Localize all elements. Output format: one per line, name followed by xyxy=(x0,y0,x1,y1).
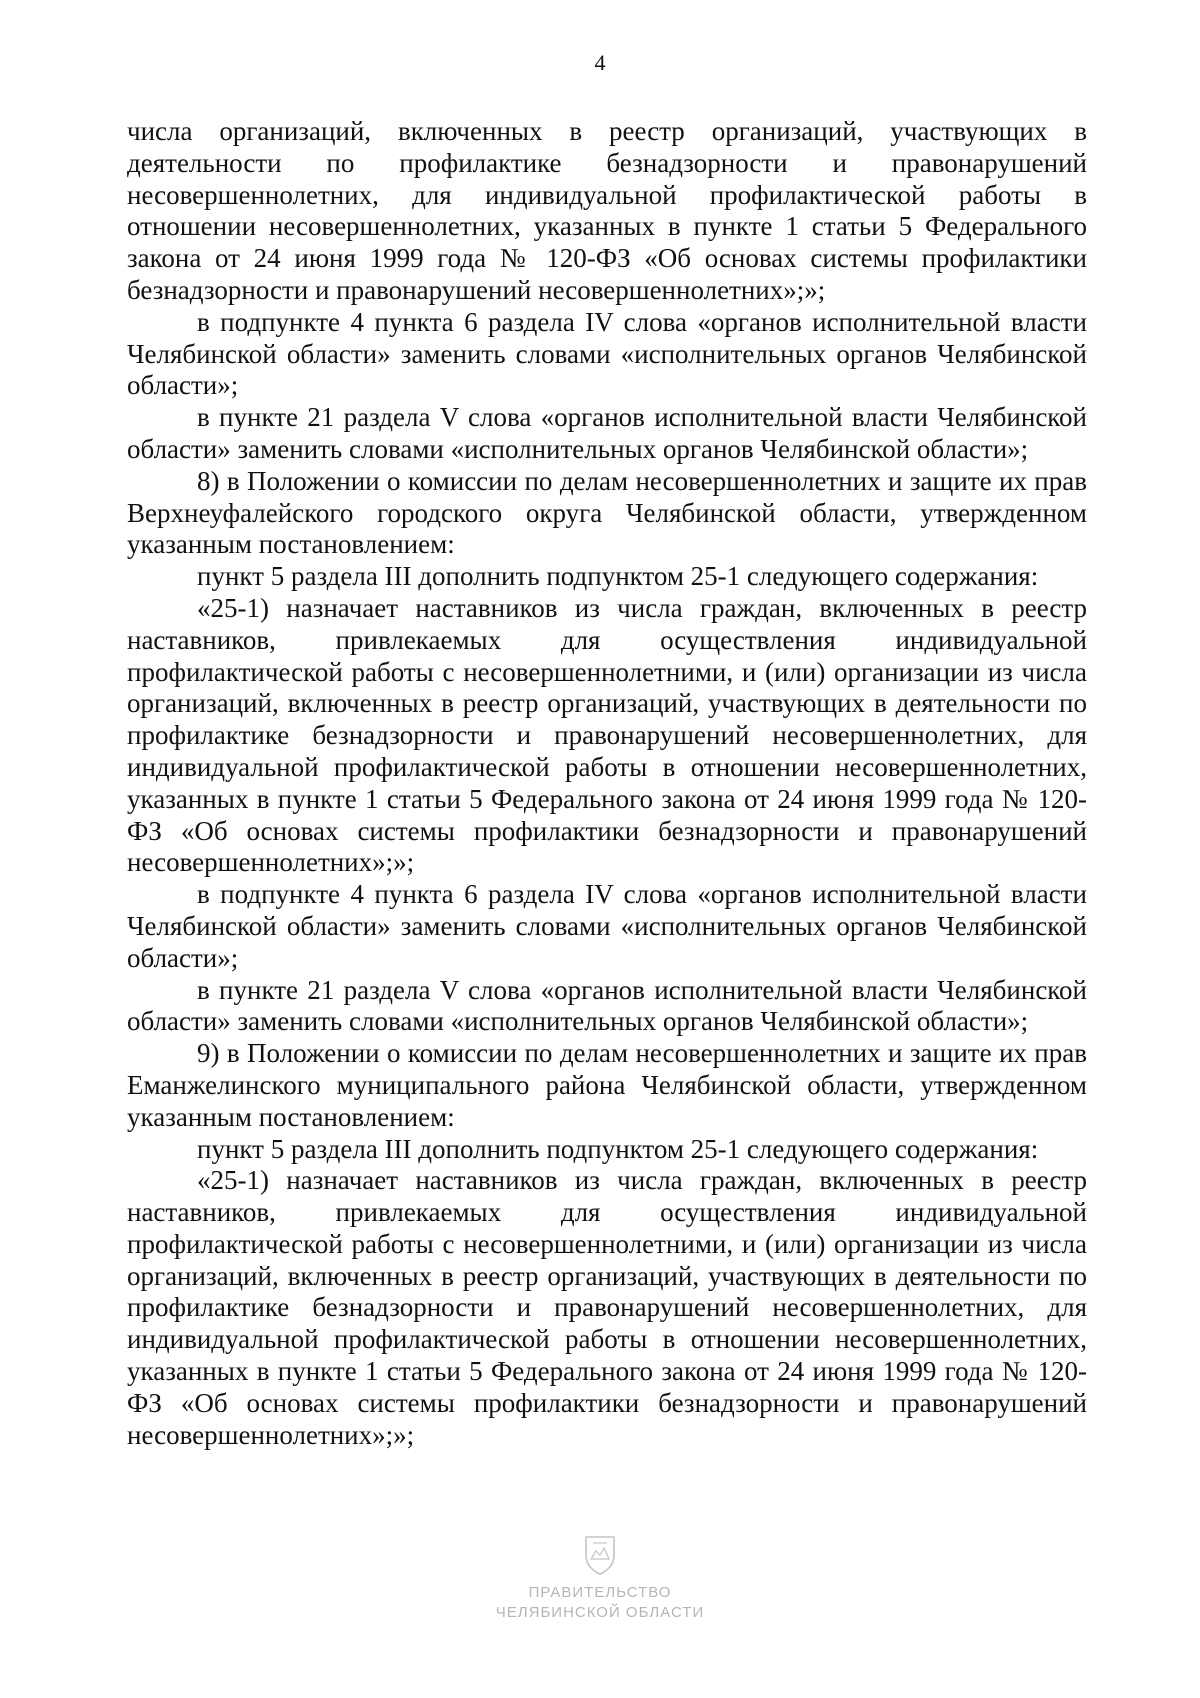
paragraph: числа организаций, включенных в реестр организаций, участвующих в деятельности по профилактике безнадзорности и правонарушений несовершеннолетних, для индивидуальной профилактической работы в отношении несовершеннолетних, указанных в пункте 1 статьи 5 Федерального закона от 24 июня 1999 года № 120-ФЗ «Об основах системы профилактики безнадзорности и правонарушений несовершеннолетних»;»; xyxy=(127,116,1087,305)
paragraph: 8) в Положении о комиссии по делам несовершеннолетних и защите их прав Верхнеуфалейского городского округа Челябинской области, утвержденном указанным постановлением: xyxy=(127,465,1087,560)
coat-of-arms-icon xyxy=(582,1533,618,1577)
paragraph: пункт 5 раздела III дополнить подпунктом 25-1 следующего содержания: xyxy=(197,561,1039,592)
paragraph: в пункте 21 раздела V слова «органов исполнительной власти Челябинской области» заменить словами «исполнительных органов Челябинской области»; xyxy=(127,402,1087,464)
paragraph: «25-1) назначает наставников из числа граждан, включенных в реестр наставников, привлекаемых для осуществления индивидуальной профилактической работы с несовершеннолетними, и (или) организации из числа организаций, включенных в реестр организаций, участвующих в деятельности по профилактике безнадзорности и правонарушений несовершеннолетних, для индивидуальной профилактической работы в отношении несовершеннолетних, указанных в пункте 1 статьи 5 Федерального закона от 24 июня 1999 года № 120-ФЗ «Об основах системы профилактики безнадзорности и правонарушений несовершеннолетних»;»; xyxy=(127,1165,1087,1450)
document-body xyxy=(127,116,1087,1451)
paragraph: 9) в Положении о комиссии по делам несовершеннолетних и защите их прав Еманжелинского муниципального района Челябинской области, утвержденном указанным постановлением: xyxy=(127,1038,1087,1132)
paragraph: в подпункте 4 пункта 6 раздела IV слова «органов исполнительной власти Челябинской области» заменить словами «исполнительных органов Челябинской области»; xyxy=(127,879,1087,973)
footer-line-1: ПРАВИТЕЛЬСТВО xyxy=(528,1584,672,1601)
page-number: 4 xyxy=(594,50,606,75)
footer-line-2: ЧЕЛЯБИНСКОЙ ОБЛАСТИ xyxy=(495,1604,705,1621)
paragraph: в подпункте 4 пункта 6 раздела IV слова «органов исполнительной власти Челябинской области» заменить словами «исполнительных органов Челябинской области»; xyxy=(127,306,1087,401)
paragraph: пункт 5 раздела III дополнить подпунктом 25-1 следующего содержания: xyxy=(197,1133,1039,1164)
paragraph: в пункте 21 раздела V слова «органов исполнительной власти Челябинской области» заменить словами «исполнительных органов Челябинской области»; xyxy=(127,974,1087,1037)
government-watermark xyxy=(0,1533,1200,1623)
paragraph: «25-1) назначает наставников из числа граждан, включенных в реестр наставников, привлекаемых для осуществления индивидуальной профилактической работы с несовершеннолетними, и (или) организации из числа организаций, включенных в реестр организаций, участвующих в деятельности по профилактике безнадзорности и правонарушений несовершеннолетних, для индивидуальной профилактической работы в отношении несовершеннолетних, указанных в пункте 1 статьи 5 Федерального закона от 24 июня 1999 года № 120-ФЗ «Об основах системы профилактики безнадзорности и правонарушений несовершеннолетних»;»; xyxy=(127,592,1087,878)
